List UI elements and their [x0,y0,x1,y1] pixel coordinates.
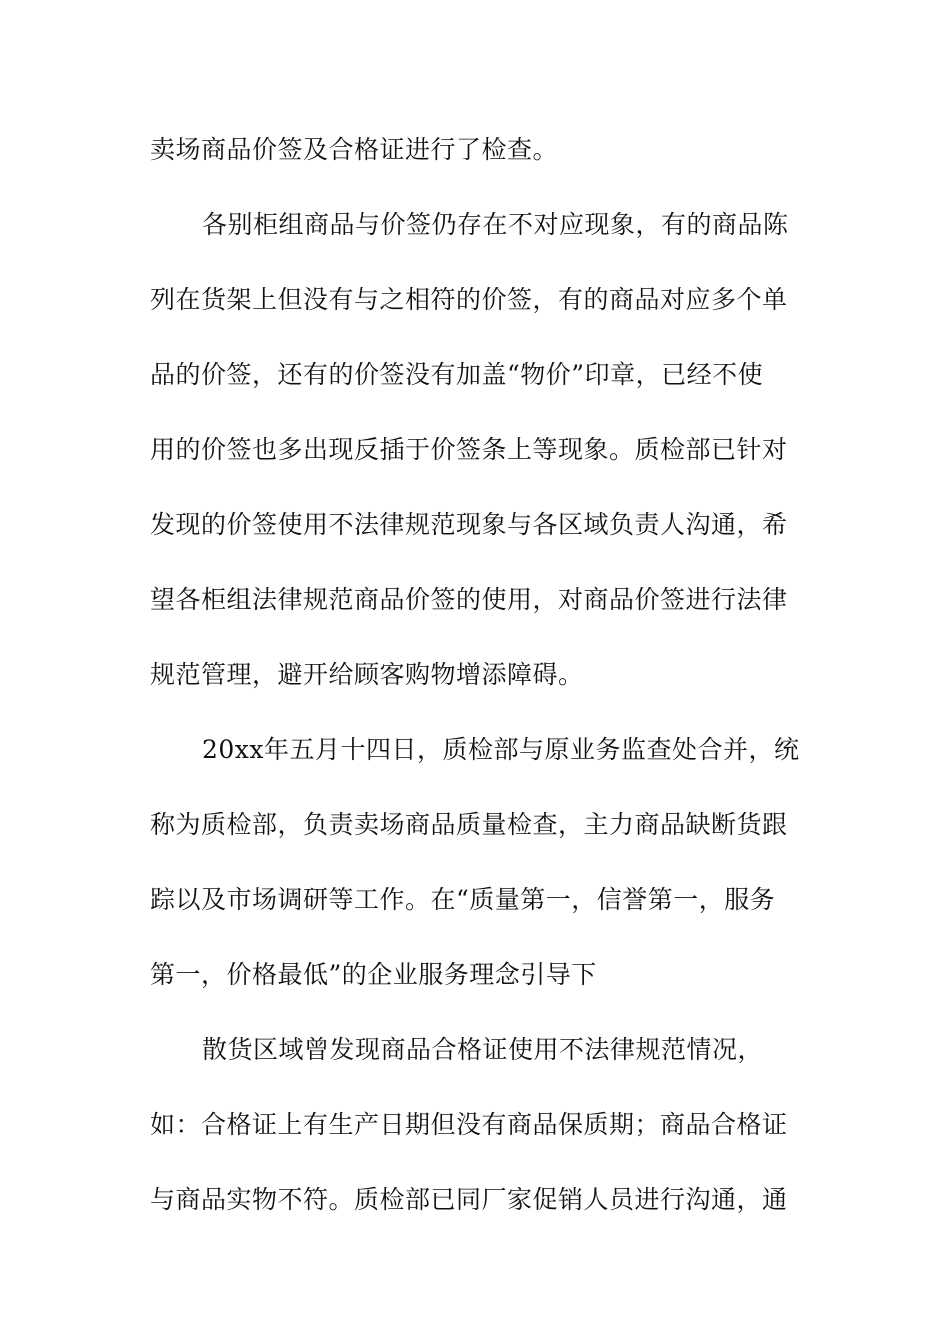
paragraph-4-line-3: 与商品实物不符。质检部已同厂家促销人员进行沟通，通 [150,1185,788,1214]
paragraph-3-line-1: 20xx年五月十四日，质检部与原业务监查处合并，统 [202,735,800,764]
paragraph-2-line-6: 望各柜组法律规范商品价签的使用，对商品价签进行法律 [150,585,788,614]
paragraph-2-line-1: 各别柜组商品与价签仍存在不对应现象，有的商品陈 [202,210,789,239]
paragraph-4-line-2: 如：合格证上有生产日期但没有商品保质期；商品合格证 [150,1110,788,1139]
paragraph-1-line-1: 卖场商品价签及合格证进行了检查。 [150,135,559,164]
paragraph-2-line-2: 列在货架上但没有与之相符的价签，有的商品对应多个单 [150,285,788,314]
paragraph-2-line-3: 品的价签，还有的价签没有加盖“物价”印章，已经不使 [150,360,764,389]
paragraph-3-line-3: 踪以及市场调研等工作。在“质量第一，信誉第一，服务 [150,885,776,914]
paragraph-2-line-4: 用的价签也多出现反插于价签条上等现象。质检部已针对 [150,435,788,464]
paragraph-4-line-1: 散货区域曾发现商品合格证使用不法律规范情况， [202,1035,764,1064]
paragraph-3-line-2: 称为质检部，负责卖场商品质量检查，主力商品缺断货跟 [150,810,788,839]
paragraph-3-line-4: 第一，价格最低”的企业服务理念引导下 [150,960,597,989]
paragraph-2-line-5: 发现的价签使用不法律规范现象与各区域负责人沟通，希 [150,510,788,539]
paragraph-2-line-7: 规范管理，避开给顾客购物增添障碍。 [150,660,584,689]
